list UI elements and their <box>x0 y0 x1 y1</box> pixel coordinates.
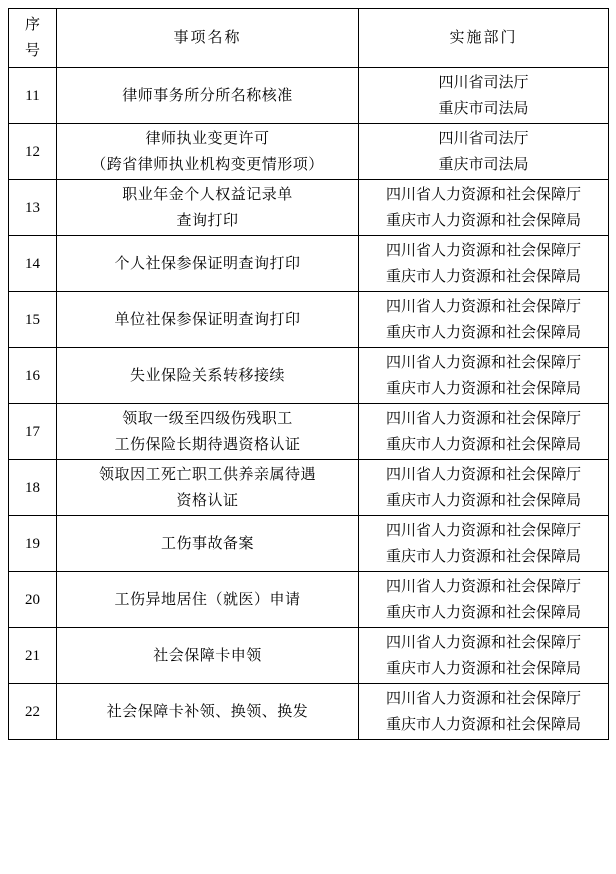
cell-item-name <box>57 68 359 124</box>
cell-department <box>359 68 609 124</box>
cell-department-line: 重庆市司法局 <box>438 100 529 117</box>
cell-sequence: 11 <box>9 68 57 124</box>
cell-sequence: 19 <box>9 516 57 572</box>
cell-department-line: 重庆市司法局 <box>438 156 529 173</box>
cell-department-line: 四川省人力资源和社会保障厅 <box>385 578 581 595</box>
cell-department-line: 四川省司法厅 <box>438 74 529 91</box>
cell-item-name-line: 资格认证 <box>176 492 239 509</box>
cell-item-name <box>57 348 359 404</box>
table-row <box>9 348 609 404</box>
table-row <box>9 460 609 516</box>
cell-item-name-line: 社会保障卡申领 <box>153 647 262 664</box>
cell-sequence: 16 <box>9 348 57 404</box>
cell-item-name-line: 工伤事故备案 <box>160 535 254 552</box>
cell-department <box>359 572 609 628</box>
cell-item-name-line: 查询打印 <box>176 212 239 229</box>
cell-department-line: 四川省人力资源和社会保障厅 <box>385 298 581 315</box>
cell-department <box>359 236 609 292</box>
table-row <box>9 404 609 460</box>
cell-department <box>359 516 609 572</box>
cell-department <box>359 348 609 404</box>
cell-department <box>359 404 609 460</box>
cell-department-line: 四川省司法厅 <box>438 130 529 147</box>
column-header-sequence-line1: 序 <box>24 17 40 33</box>
cell-sequence: 18 <box>9 460 57 516</box>
cell-department-line: 四川省人力资源和社会保障厅 <box>385 466 581 483</box>
cell-item-name <box>57 628 359 684</box>
cell-department <box>359 460 609 516</box>
cell-item-name <box>57 124 359 180</box>
table-header <box>9 9 609 68</box>
cell-department-line: 四川省人力资源和社会保障厅 <box>385 354 581 371</box>
cell-department-line: 重庆市人力资源和社会保障局 <box>385 212 581 229</box>
column-header-sequence <box>9 9 57 68</box>
cell-department-line: 重庆市人力资源和社会保障局 <box>385 436 581 453</box>
cell-department-line: 四川省人力资源和社会保障厅 <box>385 522 581 539</box>
table-row <box>9 516 609 572</box>
cell-department <box>359 124 609 180</box>
cell-item-name <box>57 180 359 236</box>
service-items-table <box>8 8 609 740</box>
table-row <box>9 572 609 628</box>
cell-item-name-line: （跨省律师执业机构变更情形项） <box>91 156 324 173</box>
column-header-sequence-line2: 号 <box>24 43 40 59</box>
cell-department-line: 重庆市人力资源和社会保障局 <box>385 660 581 677</box>
table-body <box>9 68 609 740</box>
cell-department-line: 四川省人力资源和社会保障厅 <box>385 634 581 651</box>
cell-sequence: 12 <box>9 124 57 180</box>
cell-item-name-line: 失业保险关系转移接续 <box>129 367 285 384</box>
cell-sequence: 22 <box>9 684 57 740</box>
table-row <box>9 124 609 180</box>
cell-department-line: 重庆市人力资源和社会保障局 <box>385 268 581 285</box>
cell-department <box>359 628 609 684</box>
cell-department-line: 重庆市人力资源和社会保障局 <box>385 604 581 621</box>
table-row <box>9 236 609 292</box>
cell-item-name-line: 律师执业变更许可 <box>145 130 270 147</box>
cell-item-name-line: 职业年金个人权益记录单 <box>122 186 293 203</box>
table-row <box>9 628 609 684</box>
cell-sequence: 13 <box>9 180 57 236</box>
cell-item-name <box>57 292 359 348</box>
cell-department-line: 四川省人力资源和社会保障厅 <box>385 186 581 203</box>
cell-item-name-line: 个人社保参保证明查询打印 <box>114 255 301 272</box>
cell-department <box>359 292 609 348</box>
cell-sequence: 21 <box>9 628 57 684</box>
cell-department-line: 重庆市人力资源和社会保障局 <box>385 716 581 733</box>
cell-item-name-line: 领取一级至四级伤残职工 <box>122 410 293 427</box>
cell-item-name-line: 律师事务所分所名称核准 <box>122 87 293 104</box>
cell-item-name <box>57 516 359 572</box>
column-header-department: 实施部门 <box>359 9 609 68</box>
cell-department-line: 四川省人力资源和社会保障厅 <box>385 410 581 427</box>
cell-department <box>359 684 609 740</box>
table-row <box>9 68 609 124</box>
cell-department-line: 四川省人力资源和社会保障厅 <box>385 690 581 707</box>
cell-sequence: 14 <box>9 236 57 292</box>
cell-sequence: 17 <box>9 404 57 460</box>
cell-item-name-line: 单位社保参保证明查询打印 <box>114 311 301 328</box>
cell-item-name-line: 社会保障卡补领、换领、换发 <box>106 703 309 720</box>
cell-item-name <box>57 572 359 628</box>
cell-sequence: 20 <box>9 572 57 628</box>
table-row <box>9 180 609 236</box>
cell-department-line: 重庆市人力资源和社会保障局 <box>385 324 581 341</box>
cell-department-line: 重庆市人力资源和社会保障局 <box>385 380 581 397</box>
cell-item-name-line: 工伤保险长期待遇资格认证 <box>114 436 301 453</box>
column-header-item-name: 事项名称 <box>57 9 359 68</box>
cell-item-name-line: 工伤异地居住（就医）申请 <box>114 591 301 608</box>
cell-department-line: 四川省人力资源和社会保障厅 <box>385 242 581 259</box>
cell-sequence: 15 <box>9 292 57 348</box>
cell-item-name <box>57 236 359 292</box>
cell-item-name-line: 领取因工死亡职工供养亲属待遇 <box>98 466 316 483</box>
table-header-row <box>9 9 609 68</box>
table-row <box>9 684 609 740</box>
cell-department <box>359 180 609 236</box>
cell-item-name <box>57 460 359 516</box>
cell-department-line: 重庆市人力资源和社会保障局 <box>385 492 581 509</box>
cell-department-line: 重庆市人力资源和社会保障局 <box>385 548 581 565</box>
cell-item-name <box>57 684 359 740</box>
table-row <box>9 292 609 348</box>
cell-item-name <box>57 404 359 460</box>
